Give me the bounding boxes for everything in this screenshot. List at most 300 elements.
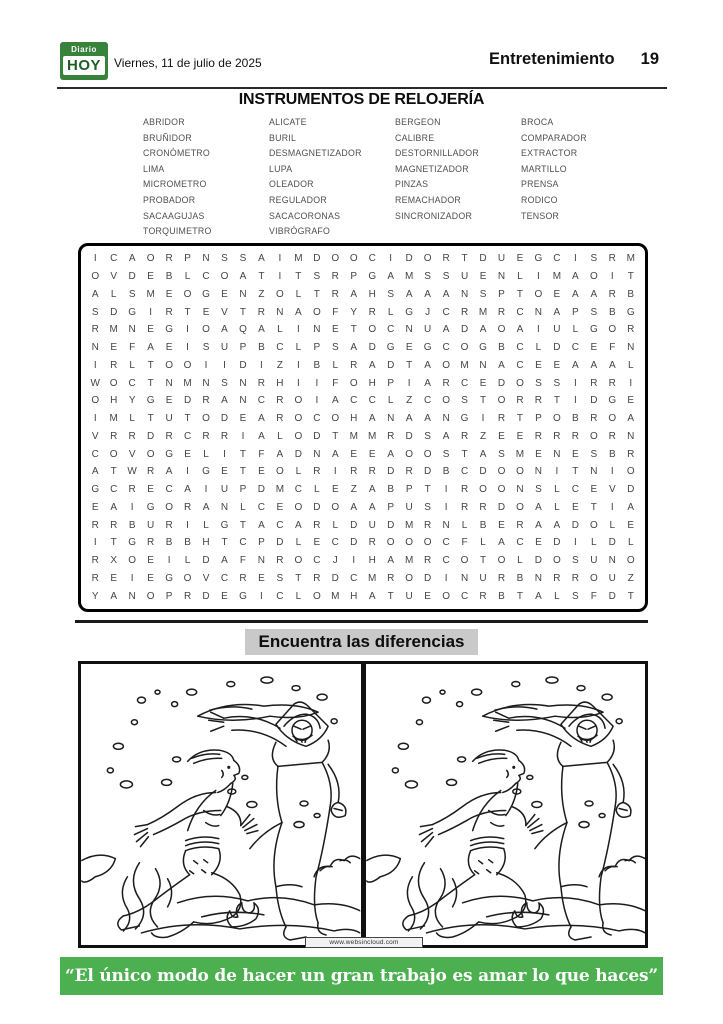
grid-letter: B bbox=[258, 342, 265, 354]
grid-letter: D bbox=[276, 537, 284, 549]
word-item: LUPA bbox=[269, 163, 293, 174]
grid-letter: E bbox=[165, 342, 173, 354]
grid-letter: C bbox=[313, 555, 321, 567]
grid-letter: O bbox=[497, 555, 506, 567]
grid-letter: A bbox=[258, 413, 265, 425]
grid-letter: I bbox=[296, 324, 300, 336]
underwater-fight-drawing-left bbox=[81, 664, 361, 945]
grid-letter: U bbox=[590, 555, 598, 567]
grid-letter: L bbox=[184, 271, 191, 283]
grid-letter: S bbox=[202, 342, 210, 354]
grid-letter: M bbox=[626, 253, 635, 265]
grid-letter: B bbox=[184, 537, 191, 549]
grid-letter: C bbox=[516, 342, 524, 354]
grid-letter: V bbox=[608, 484, 616, 496]
grid-letter: A bbox=[350, 501, 358, 513]
grid-letter: O bbox=[608, 324, 617, 336]
grid-letter: S bbox=[221, 253, 228, 265]
grid-letter: R bbox=[239, 572, 247, 584]
grid-letter: A bbox=[128, 253, 136, 265]
grid-letter: R bbox=[202, 430, 210, 442]
grid-letter: I bbox=[573, 395, 577, 407]
grid-letter: O bbox=[294, 395, 303, 407]
grid-letter: C bbox=[220, 572, 229, 584]
grid-letter: H bbox=[368, 288, 376, 300]
grid-letter: C bbox=[368, 253, 376, 265]
grid-letter: C bbox=[442, 537, 450, 549]
grid-letter: I bbox=[333, 466, 337, 478]
grid-letter: S bbox=[442, 448, 450, 460]
grid-letter: O bbox=[331, 501, 340, 513]
grid-letter: N bbox=[165, 377, 173, 389]
grid-letter: T bbox=[516, 288, 523, 300]
grid-letter: I bbox=[610, 501, 614, 513]
grid-letter: E bbox=[535, 359, 542, 371]
grid-letter: G bbox=[626, 306, 635, 318]
grid-letter: A bbox=[572, 359, 579, 371]
quote-bar bbox=[60, 957, 663, 995]
header-rule bbox=[57, 87, 667, 89]
grid-letter: I bbox=[296, 377, 300, 389]
word-column-1 bbox=[143, 115, 269, 240]
grid-letter: N bbox=[128, 590, 136, 602]
grid-letter: N bbox=[590, 466, 598, 478]
grid-letter: L bbox=[461, 519, 468, 531]
grid-letter: R bbox=[147, 466, 155, 478]
grid-letter: U bbox=[220, 342, 229, 354]
grid-letter: N bbox=[91, 342, 99, 354]
grid-letter: T bbox=[110, 466, 117, 478]
word-item: DESTORNILLADOR bbox=[395, 148, 479, 159]
grid-letter: L bbox=[129, 359, 135, 371]
grid-letter: R bbox=[183, 501, 192, 513]
grid-letter: E bbox=[276, 501, 284, 513]
grid-letter: S bbox=[331, 342, 339, 354]
grid-letter: C bbox=[294, 484, 302, 496]
grid-letter: C bbox=[442, 342, 450, 354]
grid-letter: A bbox=[295, 519, 302, 531]
grid-letter: B bbox=[442, 466, 450, 478]
grid-letter: P bbox=[239, 484, 247, 496]
grid-letter: M bbox=[404, 519, 414, 531]
grid-letter: D bbox=[497, 501, 506, 513]
grid-letter: O bbox=[553, 555, 561, 567]
grid-letter: A bbox=[368, 590, 376, 602]
grid-letter: E bbox=[165, 395, 173, 407]
grid-letter: F bbox=[239, 555, 246, 567]
grid-letter: O bbox=[534, 288, 543, 300]
grid-letter: A bbox=[350, 288, 358, 300]
grid-letter: C bbox=[239, 537, 247, 549]
grid-letter: A bbox=[258, 519, 265, 531]
grid-letter: C bbox=[516, 306, 524, 318]
grid-letter: L bbox=[277, 430, 283, 442]
grid-letter: I bbox=[610, 271, 614, 283]
grid-letter: A bbox=[424, 288, 431, 300]
grid-letter: D bbox=[257, 484, 266, 496]
grid-letter: L bbox=[277, 324, 283, 336]
grid-letter: E bbox=[221, 590, 228, 602]
grid-letter: F bbox=[461, 537, 468, 549]
grid-letter: R bbox=[220, 430, 229, 442]
word-item: DESMAGNETIZADOR bbox=[269, 148, 362, 159]
grid-letter: S bbox=[572, 590, 579, 602]
grid-letter: I bbox=[315, 377, 319, 389]
grid-letter: S bbox=[221, 377, 228, 389]
grid-letter: L bbox=[203, 519, 209, 531]
grid-letter: L bbox=[295, 537, 302, 549]
grid-letter: P bbox=[258, 537, 265, 549]
grid-letter: N bbox=[257, 555, 266, 567]
grid-letter: O bbox=[294, 555, 303, 567]
grid-letter: R bbox=[165, 306, 173, 318]
grid-letter: L bbox=[110, 288, 117, 300]
grid-letter: C bbox=[460, 377, 469, 389]
grid-letter: A bbox=[202, 501, 210, 513]
grid-letter: D bbox=[128, 271, 136, 283]
grid-letter: G bbox=[165, 324, 173, 336]
grid-letter: L bbox=[387, 395, 394, 407]
grid-letter: T bbox=[424, 484, 431, 496]
word-item: REMACHADOR bbox=[395, 194, 462, 205]
differences-banner: Encuentra las diferencias bbox=[245, 629, 479, 655]
grid-letter: U bbox=[460, 271, 469, 283]
grid-letter: D bbox=[424, 572, 432, 584]
grid-letter: O bbox=[368, 324, 377, 336]
grid-letter: E bbox=[572, 448, 579, 460]
grid-letter: G bbox=[423, 342, 432, 354]
grid-letter: A bbox=[479, 448, 487, 460]
grid-letter: L bbox=[627, 359, 634, 371]
grid-letter: D bbox=[405, 253, 413, 265]
grid-letter: N bbox=[479, 359, 487, 371]
grid-letter: C bbox=[313, 413, 321, 425]
grid-letter: T bbox=[184, 306, 191, 318]
grid-letter: O bbox=[405, 537, 414, 549]
grid-letter: T bbox=[627, 590, 634, 602]
grid-letter: G bbox=[386, 342, 395, 354]
word-item: BROCA bbox=[521, 117, 554, 127]
grid-letter: T bbox=[516, 590, 523, 602]
grid-letter: T bbox=[221, 537, 228, 549]
grid-letter: L bbox=[314, 484, 320, 496]
grid-letter: I bbox=[130, 572, 134, 584]
grid-letter: R bbox=[608, 377, 616, 389]
grid-letter: O bbox=[516, 501, 524, 513]
grid-letter: S bbox=[387, 288, 395, 300]
grid-letter: F bbox=[332, 377, 339, 389]
grid-letter: E bbox=[221, 288, 228, 300]
differences-images-box bbox=[78, 661, 648, 948]
grid-letter: E bbox=[165, 288, 173, 300]
grid-letter: O bbox=[276, 466, 284, 478]
puzzle-title: INSTRUMENTOS DE RELOJERÍA bbox=[238, 91, 485, 108]
grid-letter: T bbox=[110, 537, 117, 549]
grid-letter: E bbox=[239, 413, 247, 425]
grid-letter: T bbox=[406, 359, 413, 371]
grid-letter: R bbox=[387, 572, 395, 584]
grid-letter: O bbox=[497, 395, 506, 407]
grid-letter: L bbox=[609, 519, 616, 531]
grid-letter: R bbox=[165, 430, 173, 442]
grid-letter: I bbox=[389, 253, 393, 265]
grid-letter: R bbox=[460, 501, 469, 513]
grid-letter: O bbox=[146, 448, 155, 460]
grid-letter: R bbox=[424, 555, 432, 567]
grid-letter: L bbox=[203, 448, 209, 460]
grid-letter: D bbox=[183, 395, 192, 407]
grid-letter: G bbox=[460, 413, 469, 425]
grid-letter: A bbox=[221, 324, 228, 336]
grid-letter: A bbox=[387, 555, 395, 567]
grid-letter: A bbox=[479, 324, 487, 336]
word-item: TORQUIMETRO bbox=[143, 226, 212, 237]
grid-letter: D bbox=[387, 519, 395, 531]
word-item: EXTRACTOR bbox=[521, 148, 578, 159]
grid-letter: O bbox=[202, 324, 210, 336]
grid-letter: O bbox=[331, 413, 340, 425]
grid-letter: O bbox=[423, 537, 432, 549]
grid-letter: A bbox=[331, 395, 339, 407]
grid-letter: I bbox=[93, 413, 97, 425]
grid-letter: C bbox=[276, 342, 284, 354]
grid-letter: C bbox=[424, 395, 432, 407]
grid-letter: G bbox=[479, 342, 487, 354]
grid-letter: B bbox=[608, 448, 616, 460]
grid-letter: U bbox=[479, 572, 487, 584]
grid-letter: O bbox=[109, 448, 118, 460]
grid-letter: C bbox=[276, 519, 284, 531]
grid-letter: A bbox=[424, 359, 431, 371]
grid-letter: S bbox=[553, 377, 561, 389]
grid-letter: N bbox=[534, 572, 543, 584]
grid-letter: A bbox=[442, 324, 450, 336]
grid-letter: F bbox=[590, 590, 597, 602]
grid-letter: U bbox=[405, 501, 413, 513]
grid-letter: R bbox=[608, 288, 616, 300]
grid-letter: R bbox=[460, 306, 469, 318]
grid-letter: E bbox=[147, 271, 154, 283]
grid-letter: T bbox=[627, 271, 634, 283]
grid-letter: R bbox=[202, 395, 210, 407]
word-item: LIMA bbox=[143, 163, 165, 174]
grid-letter: M bbox=[368, 430, 377, 442]
grid-letter: D bbox=[387, 359, 395, 371]
grid-letter: E bbox=[331, 484, 339, 496]
grid-letter: E bbox=[516, 253, 524, 265]
word-column-4 bbox=[521, 115, 631, 240]
grid-letter: O bbox=[626, 466, 635, 478]
grid-letter: R bbox=[442, 377, 450, 389]
grid-letter: R bbox=[147, 537, 155, 549]
grid-letter: B bbox=[387, 484, 395, 496]
grid-letter: N bbox=[442, 413, 450, 425]
grid-letter: O bbox=[91, 271, 100, 283]
grid-letter: A bbox=[184, 484, 191, 496]
grid-letter: A bbox=[590, 359, 598, 371]
grid-letter: A bbox=[258, 253, 265, 265]
grid-letter: A bbox=[608, 359, 616, 371]
grid-letter: A bbox=[350, 342, 358, 354]
grid-letter: A bbox=[221, 555, 228, 567]
grid-letter: C bbox=[128, 377, 136, 389]
grid-letter: I bbox=[186, 342, 189, 354]
grid-letter: O bbox=[589, 271, 598, 283]
grid-letter: R bbox=[387, 430, 395, 442]
grid-letter: E bbox=[572, 501, 579, 513]
grid-letter: T bbox=[332, 430, 339, 442]
grid-letter: E bbox=[405, 342, 413, 354]
grid-letter: D bbox=[460, 324, 469, 336]
grid-letter: I bbox=[149, 306, 153, 318]
grid-letter: R bbox=[516, 519, 524, 531]
grid-letter: S bbox=[498, 448, 505, 460]
grid-letter: R bbox=[91, 555, 99, 567]
grid-letter: A bbox=[387, 271, 395, 283]
grid-letter: C bbox=[350, 395, 358, 407]
grid-letter: L bbox=[295, 342, 302, 354]
grid-letter: I bbox=[130, 501, 134, 513]
grid-letter: O bbox=[589, 572, 598, 584]
word-item: PRENSA bbox=[521, 179, 559, 190]
grid-letter: R bbox=[276, 413, 284, 425]
grid-letter: E bbox=[91, 501, 99, 513]
grid-letter: A bbox=[368, 501, 376, 513]
grid-letter: E bbox=[516, 430, 524, 442]
grid-letter: G bbox=[91, 484, 100, 496]
grid-letter: M bbox=[515, 448, 525, 460]
grid-letter: A bbox=[535, 590, 542, 602]
grid-letter: F bbox=[609, 342, 616, 354]
grid-letter: E bbox=[110, 572, 118, 584]
quote-text: “El único modo de hacer un gran trabajo es amar lo que haces” bbox=[65, 966, 658, 986]
grid-letter: E bbox=[627, 395, 635, 407]
grid-letter: A bbox=[627, 413, 635, 425]
grid-letter: O bbox=[516, 466, 524, 478]
grid-letter: A bbox=[424, 377, 431, 389]
word-item: OLEADOR bbox=[269, 179, 314, 190]
grid-letter: O bbox=[349, 377, 358, 389]
grid-letter: N bbox=[239, 377, 247, 389]
grid-letter: H bbox=[276, 377, 284, 389]
grid-letter: C bbox=[516, 359, 524, 371]
grid-letter: D bbox=[331, 572, 339, 584]
grid-letter: D bbox=[368, 342, 376, 354]
word-item: VIBRÓGRAFO bbox=[269, 226, 331, 237]
grid-letter: R bbox=[257, 377, 266, 389]
grid-letter: O bbox=[294, 413, 303, 425]
grid-letter: L bbox=[387, 306, 394, 318]
grid-letter: T bbox=[147, 413, 154, 425]
grid-letter: N bbox=[627, 430, 635, 442]
grid-letter: N bbox=[313, 324, 321, 336]
grid-letter: S bbox=[590, 448, 598, 460]
grid-letter: R bbox=[534, 430, 543, 442]
word-item: SINCRONIZADOR bbox=[395, 210, 473, 221]
grid-letter: O bbox=[479, 484, 487, 496]
grid-letter: I bbox=[296, 359, 300, 371]
grid-letter: O bbox=[497, 466, 506, 478]
grid-letter: E bbox=[184, 448, 191, 460]
grid-letter: R bbox=[497, 413, 506, 425]
grid-letter: C bbox=[442, 306, 450, 318]
grid-letter: N bbox=[460, 572, 469, 584]
grid-letter: O bbox=[460, 342, 469, 354]
grid-letter: N bbox=[553, 448, 561, 460]
grid-letter: L bbox=[129, 413, 135, 425]
grid-letter: C bbox=[387, 324, 395, 336]
grid-letter: R bbox=[497, 306, 506, 318]
grid-letter: E bbox=[147, 484, 154, 496]
grid-letter: G bbox=[589, 324, 598, 336]
grid-letter: O bbox=[91, 395, 100, 407]
grid-letter: D bbox=[313, 501, 321, 513]
grid-letter: D bbox=[424, 466, 432, 478]
grid-letter: Z bbox=[479, 430, 487, 442]
section-title: Entretenimiento bbox=[489, 50, 615, 68]
word-item: RODICO bbox=[521, 194, 558, 205]
grid-letter: S bbox=[424, 501, 431, 513]
grid-letter: E bbox=[331, 324, 339, 336]
grid-letter: I bbox=[223, 448, 226, 460]
grid-letter: R bbox=[110, 359, 118, 371]
grid-letter: U bbox=[220, 484, 229, 496]
grid-letter: O bbox=[442, 590, 450, 602]
word-search-grid bbox=[78, 243, 648, 612]
grid-letter: C bbox=[257, 501, 266, 513]
grid-letter: H bbox=[202, 537, 210, 549]
grid-letter: T bbox=[258, 271, 265, 283]
grid-letter: T bbox=[147, 359, 154, 371]
grid-letter: C bbox=[257, 395, 266, 407]
grid-letter: F bbox=[258, 448, 265, 460]
grid-letter: R bbox=[313, 519, 321, 531]
grid-letter: I bbox=[278, 271, 282, 283]
grid-letter: D bbox=[590, 395, 598, 407]
grid-letter: A bbox=[258, 324, 265, 336]
grid-letter: T bbox=[239, 466, 246, 478]
grid-letter: O bbox=[183, 572, 192, 584]
grid-letter: M bbox=[460, 359, 469, 371]
grid-letter: I bbox=[444, 572, 448, 584]
grid-letter: B bbox=[128, 519, 136, 531]
grid-letter: D bbox=[202, 590, 210, 602]
grid-letter: I bbox=[204, 359, 208, 371]
grid-letter: D bbox=[294, 448, 302, 460]
grid-letter: E bbox=[498, 519, 505, 531]
grid-letter: R bbox=[368, 306, 376, 318]
grid-letter: U bbox=[368, 519, 376, 531]
grid-letter: D bbox=[553, 537, 561, 549]
grid-letter: Z bbox=[406, 395, 413, 407]
grid-letter: R bbox=[368, 537, 376, 549]
grid-letter: R bbox=[534, 395, 543, 407]
grid-letter: D bbox=[313, 253, 321, 265]
grid-letter: R bbox=[331, 288, 339, 300]
page-number: 19 bbox=[640, 50, 659, 68]
grid-letter: U bbox=[165, 413, 173, 425]
grid-letter: A bbox=[368, 359, 376, 371]
grid-letter: A bbox=[405, 413, 413, 425]
grid-letter: N bbox=[202, 253, 210, 265]
grid-letter: D bbox=[497, 377, 506, 389]
grid-letter: U bbox=[608, 572, 616, 584]
grid-letter: H bbox=[368, 555, 376, 567]
grid-letter: N bbox=[627, 342, 635, 354]
grid-letter: R bbox=[128, 484, 136, 496]
grid-letter: L bbox=[295, 466, 302, 478]
grid-letter: E bbox=[553, 288, 561, 300]
